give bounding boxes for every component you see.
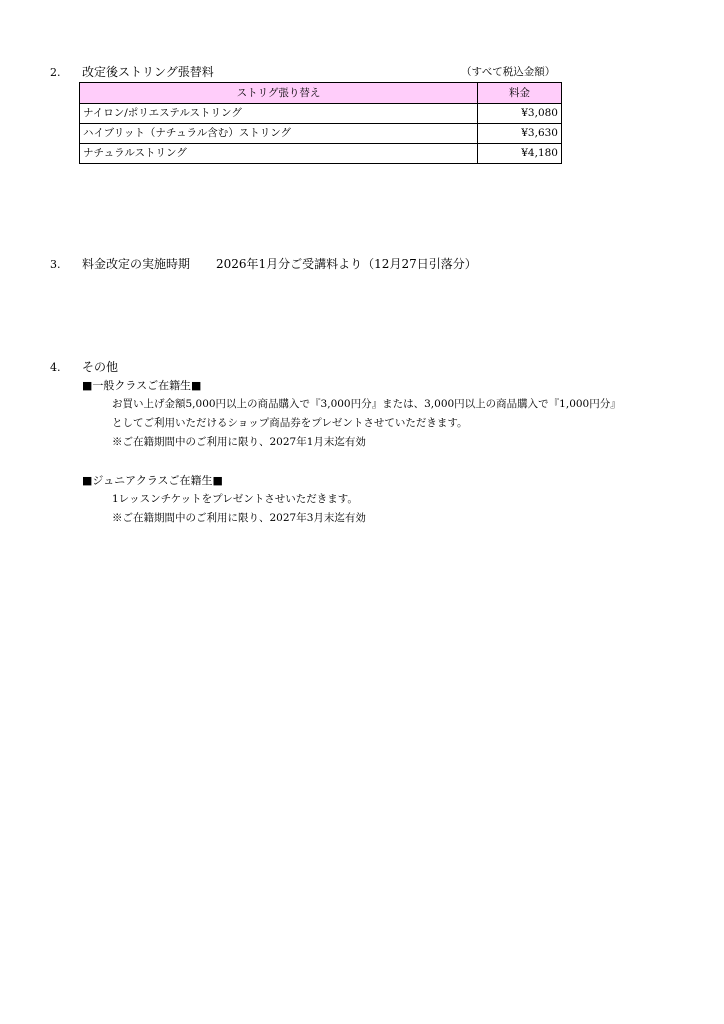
junior-class-heading: ■ジュニアクラスご在籍生■ <box>82 474 223 487</box>
column-header-service: ストリグ張り替え <box>80 83 478 104</box>
section-3-number: 3. <box>50 258 61 271</box>
table-row <box>80 124 562 144</box>
table-header-row <box>80 83 562 104</box>
general-benefit-line: お買い上げ金額5,000円以上の商品購入で『3,000円分』または、3,000円以上の商品購入で『1,000円分』 <box>112 398 621 410</box>
junior-validity-note: ※ご在籍期間中のご利用に限り、2027年3月末迄有効 <box>112 512 366 524</box>
section-3-title: 料金改定の実施時期 <box>82 257 191 271</box>
string-type-cell: ナチュラルストリング <box>80 144 478 164</box>
string-type-cell: ハイブリット（ナチュラル含む）ストリング <box>80 124 478 144</box>
price-cell: ¥4,180 <box>478 144 562 164</box>
table-row <box>80 104 562 124</box>
tax-note: （すべて税込金額） <box>461 66 556 78</box>
general-validity-note: ※ご在籍期間中のご利用に限り、2027年1月末迄有効 <box>112 436 366 448</box>
string-type-cell: ナイロン/ポリエステルストリング <box>80 104 478 124</box>
price-cell: ¥3,630 <box>478 124 562 144</box>
section-2-number: 2. <box>50 66 61 79</box>
implementation-date: 2026年1月分ご受講料より（12月27日引落分） <box>216 257 477 271</box>
section-4-title: その他 <box>82 360 119 374</box>
section-4-number: 4. <box>50 361 61 374</box>
string-price-table <box>79 82 562 164</box>
general-class-heading: ■一般クラスご在籍生■ <box>82 379 202 392</box>
table-row <box>80 144 562 164</box>
price-cell: ¥3,080 <box>478 104 562 124</box>
junior-benefit-line: 1レッスンチケットをプレゼントさせいただきます。 <box>112 493 358 505</box>
column-header-price: 料金 <box>478 83 562 104</box>
section-2-title: 改定後ストリング張替料 <box>82 65 214 79</box>
general-benefit-line: としてご利用いただけるショップ商品券をプレゼントさせていただきます。 <box>112 417 468 429</box>
